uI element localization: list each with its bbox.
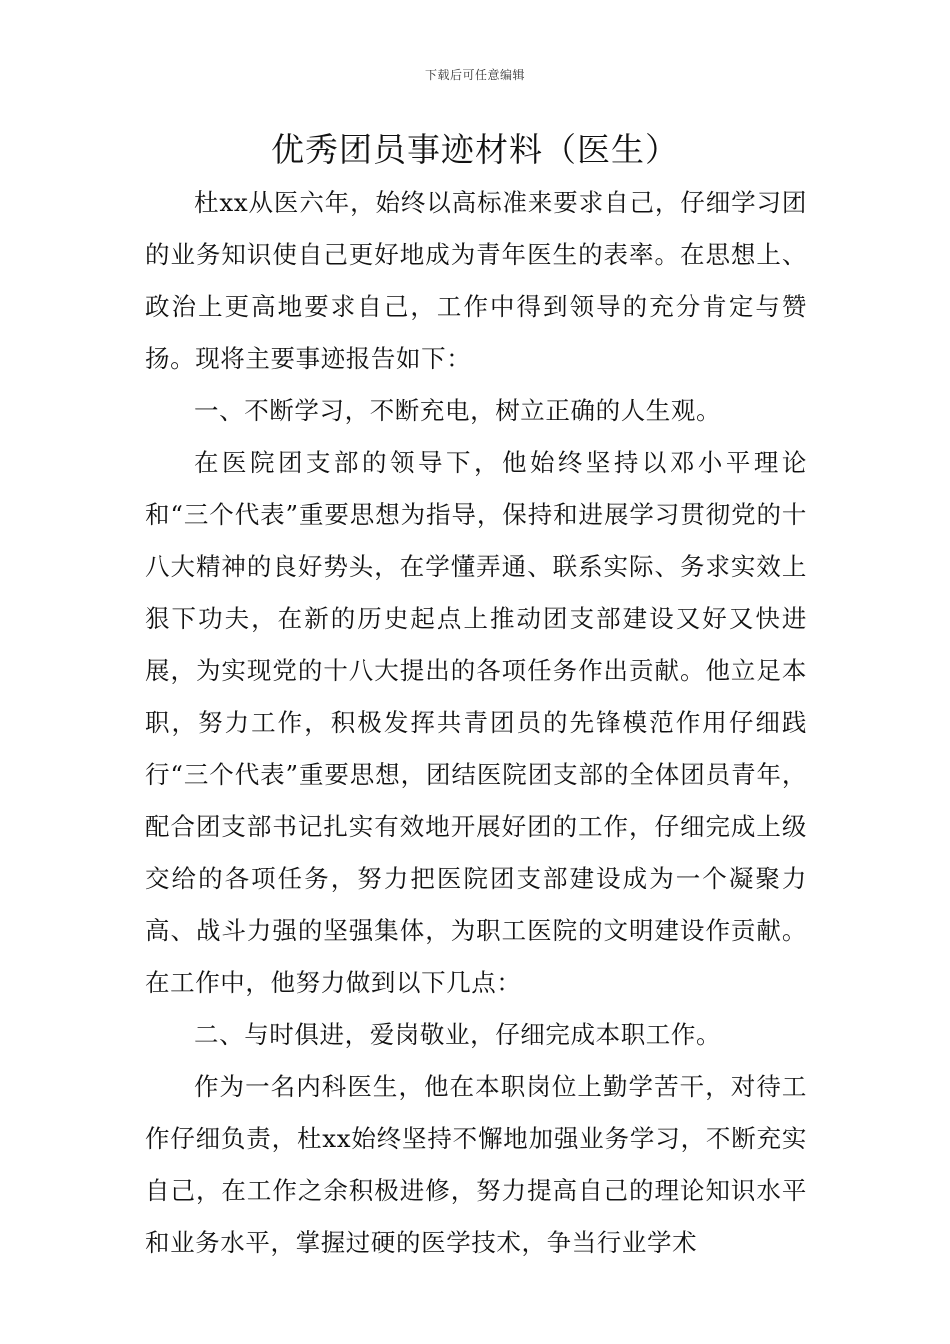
paragraph-section-1: 在医院团支部的领导下，他始终坚持以邓小平理论和“三个代表”重要思想为指导，保持和进展学习贯彻党的十八大精神的良好势头，在学懂弄通、联系实际、务求实效上狠下功夫，在新的历史起点上推动团支部建设又好又快进展，为实现党的十八大提出的各项任务作出贡献。他立足本职，努力工作，积极发挥共青团员的先锋模范作用仔细践行“三个代表”重要思想，团结医院团支部的全体团员青年，配合团支部书记扎实有效地开展好团的工作，仔细完成上级交给的各项任务，努力把医院团支部建设成为一个凝聚力高、战斗力强的坚强集体，为职工医院的文明建设作贡献。在工作中，他努力做到以下几点： (145, 448, 807, 997)
document-body (145, 177, 807, 1269)
section-heading-1: 一、不断学习，不断充电，树立正确的人生观。 (194, 396, 722, 425)
section-heading-2: 二、与时俱进，爱岗敬业，仔细完成本职工作。 (194, 1020, 722, 1049)
paragraph-intro: 杜xx从医六年，始终以高标准来要求自己，仔细学习团的业务知识使自己更好地成为青年医生的表率。在思想上、政治上更高地要求自己，工作中得到领导的充分肯定与赞扬。现将主要事迹报告如下： (145, 188, 807, 373)
header-note: 下载后可任意编辑 (424, 68, 525, 82)
paragraph-section-2: 作为一名内科医生，他在本职岗位上勤学苦干，对待工作仔细负责，杜xx始终坚持不懈地加强业务学习，不断充实自己，在工作之余积极进修，努力提高自己的理论知识水平和业务水平，掌握过硬的医学技术，争当行业学术 (145, 1072, 807, 1257)
document-title: 优秀团员事迹材料（医生） (271, 130, 679, 169)
